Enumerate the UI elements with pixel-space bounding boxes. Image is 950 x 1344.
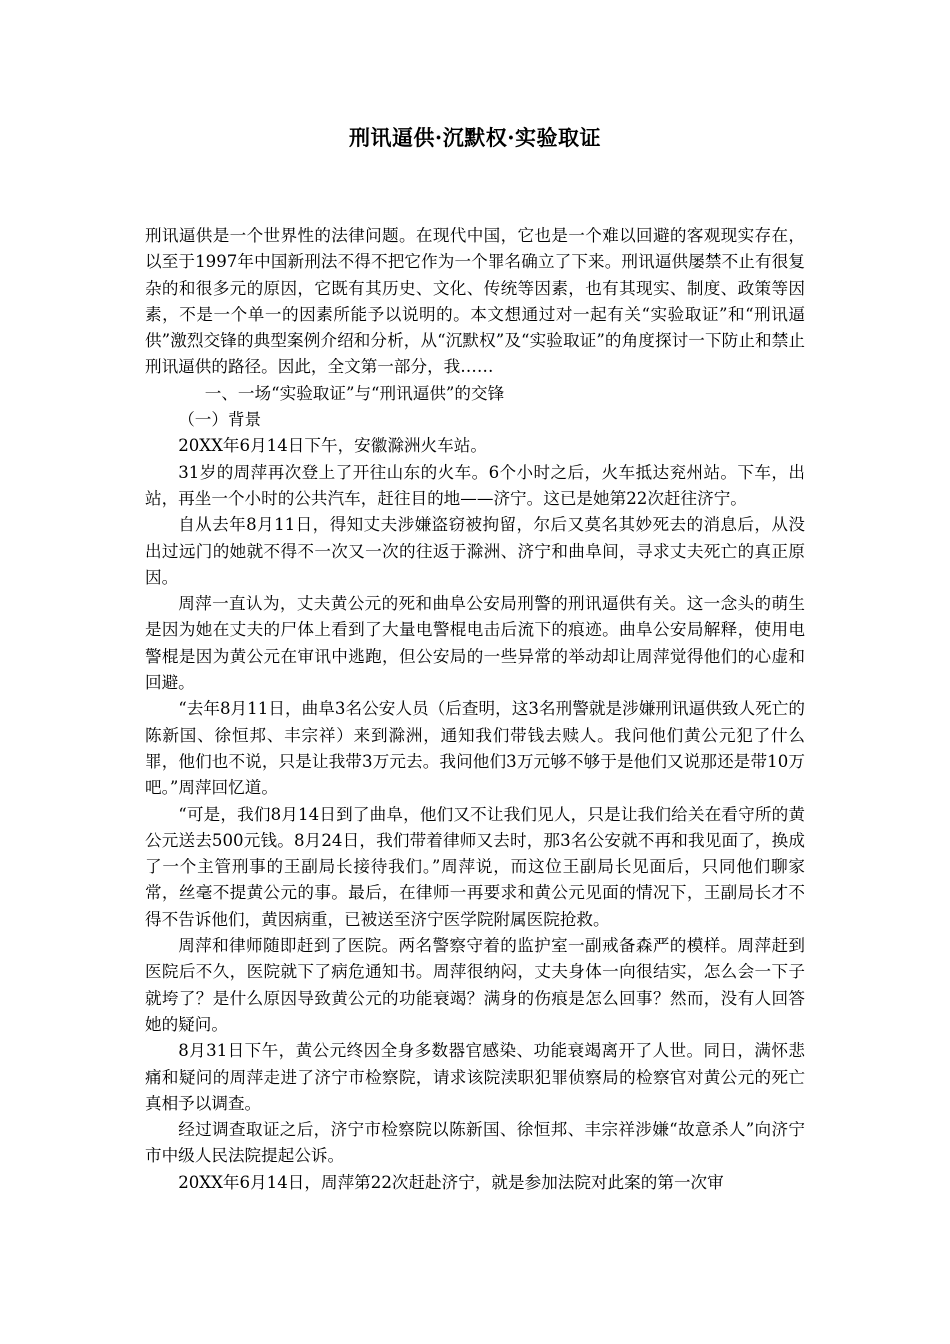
subsection-heading: （一）背景	[178, 410, 262, 430]
body-paragraph: 周萍一直认为，丈夫黄公元的死和曲阜公安局刑警的刑讯逼供有关。这一念头的萌生是因为她在丈夫的尸体上看到了大量电警棍电击后流下的痕迹。曲阜公安局解释，使用电警棍是因为黄公元在审讯中逃跑，但公安局的一些异常的举动却让周萍觉得他们的心虚和回避。	[145, 594, 805, 693]
body-paragraph: 31岁的周萍再次登上了开往山东的火车。6个小时之后，火车抵达兖州站。下车，出站，再坐一个小时的公共汽车，赶往目的地——济宁。这已是她第22次赶往济宁。	[145, 462, 805, 508]
body-paragraph: 20XX年6月14日，周萍第22次赶赴济宁，就是参加法院对此案的第一次审	[178, 1172, 724, 1192]
abstract-paragraph: 刑讯逼供是一个世界性的法律问题。在现代中国，它也是一个难以回避的客观现实存在，以至于1997年中国新刑法不得不把它作为一个罪名确立了下来。刑讯逼供屡禁不止有很复杂的和很多元的原因，它既有其历史、文化、传统等因素，也有其现实、制度、政策等因素，不是一个单一的因素所能予以说明的。本文想通过对一起有关“实验取证”和“刑讯逼供”激烈交锋的典型案例介绍和分析，从“沉默权”及“实验取证”的角度探讨一下防止和禁止刑讯逼供的路径。因此，全文第一部分，我……	[145, 226, 805, 377]
body-paragraph: 经过调查取证之后，济宁市检察院以陈新国、徐恒邦、丰宗祥涉嫌“故意杀人”向济宁市中级人民法院提起公诉。	[145, 1120, 805, 1166]
body-paragraph: 20XX年6月14日下午，安徽滁洲火车站。	[178, 436, 487, 456]
body-paragraph: 周萍和律师随即赶到了医院。两名警察守着的监护室一副戒备森严的模样。周萍赶到医院后不久，医院就下了病危通知书。周萍很纳闷，丈夫身体一向很结实，怎么会一下子就垮了？是什么原因导致黄公元的功能衰竭？满身的伤痕是怎么回事？然而，没有人回答她的疑问。	[145, 936, 805, 1034]
body-paragraph: “去年8月11日，曲阜3名公安人员（后查明，这3名刑警就是涉嫌刑讯逼供致人死亡的陈新国、徐恒邦、丰宗祥）来到滁洲，通知我们带钱去赎人。我问他们黄公元犯了什么罪，他们也不说，只是让我带3万元去。我问他们3万元够不够于是他们又说那还是带10万吧。”周萍回忆道。	[145, 699, 805, 798]
document-title: 刑讯逼供·沉默权·实验取证	[348, 125, 602, 150]
section-heading: 一、一场“实验取证”与“刑讯逼供”的交锋	[204, 383, 505, 403]
document-body	[145, 223, 805, 1196]
body-paragraph: 8月31日下午，黄公元终因全身多数器官感染、功能衰竭离开了人世。同日，满怀悲痛和疑问的周萍走进了济宁市检察院，请求该院渎职犯罪侦察局的检察官对黄公元的死亡真相予以调查。	[145, 1041, 805, 1113]
body-paragraph: “可是，我们8月14日到了曲阜，他们又不让我们见人，只是让我们给关在看守所的黄公元送去500元钱。8月24日，我们带着律师又去时，那3名公安就不再和我见面了，换成了一个主管刑事的王副局长接待我们。”周萍说，而这位王副局长见面后，只同他们聊家常，丝毫不提黄公元的事。最后，在律师一再要求和黄公元见面的情况下，王副局长才不得不告诉他们，黄因病重，已被送至济宁医学院附属医院抢救。	[145, 804, 805, 929]
body-paragraph: 自从去年8月11日，得知丈夫涉嫌盗窃被拘留，尔后又莫名其妙死去的消息后，从没出过远门的她就不得不一次又一次的往返于滁洲、济宁和曲阜间，寻求丈夫死亡的真正原因。	[145, 515, 805, 587]
